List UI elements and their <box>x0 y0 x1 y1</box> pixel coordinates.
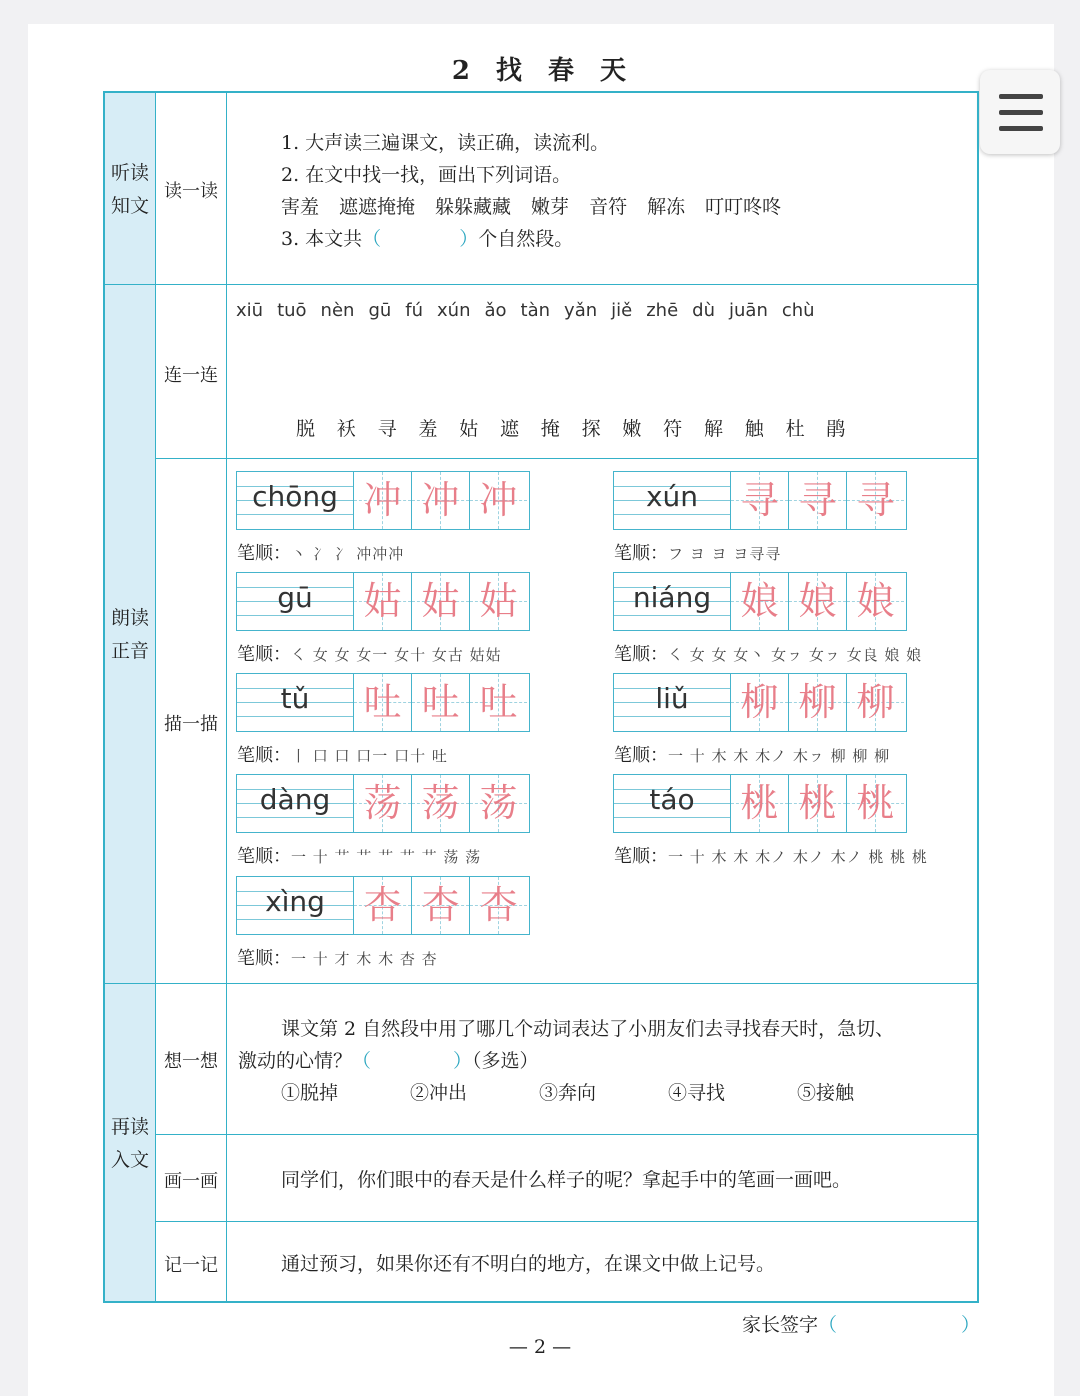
stroke-order: 笔顺：丨 口 口 口一 口十 吐 <box>237 745 448 766</box>
pinyin-label: táo <box>649 783 695 816</box>
word: 躲躲藏藏 <box>435 196 512 218</box>
trace-character: 桃 <box>740 781 779 825</box>
hanzi-item[interactable]: 姑 <box>459 418 479 440</box>
note-instruction: 通过预习，如果你还有不明白的地方，在课文中做上记号。 <box>281 1253 776 1275</box>
writing-grid <box>236 572 530 631</box>
section-label-reread: 再读 入文 <box>110 1116 149 1171</box>
draw-instruction: 同学们，你们眼中的春天是什么样子的呢？拿起手中的笔画一画吧。 <box>281 1169 852 1191</box>
trace-character: 姑 <box>479 579 518 623</box>
hanzi-row <box>296 414 867 441</box>
pinyin-item[interactable]: ǎo <box>484 300 507 321</box>
read-instruction-3: 3. 本文共（ ）个自然段。 <box>281 228 574 250</box>
tian-grid-cell[interactable] <box>469 573 527 630</box>
pinyin-item[interactable]: chù <box>781 300 815 321</box>
tian-grid-cell[interactable] <box>411 877 469 934</box>
word: 叮叮咚咚 <box>705 196 782 218</box>
stroke-order: 笔顺：丶 冫 冫 冲冲冲 <box>237 543 405 564</box>
trace-character: 寻 <box>798 478 837 522</box>
section-label-listen: 听读 知文 <box>110 162 149 217</box>
trace-character: 桃 <box>798 781 837 825</box>
page-title <box>0 50 1080 87</box>
stroke-order: 笔顺：㇛ 女 女 女丶 女ㇷ 女ㇷ 女良 娘 娘 <box>614 644 923 665</box>
pinyin-label: tǔ <box>280 682 310 715</box>
hanzi-item[interactable]: 触 <box>744 418 764 440</box>
pinyin-box <box>614 775 731 832</box>
tian-grid-cell[interactable] <box>353 472 411 529</box>
read-instruction-1: 1. 大声读三遍课文，读正确，读流利。 <box>281 132 610 154</box>
trace-character: 吐 <box>479 680 518 724</box>
hanzi-item[interactable]: 掩 <box>540 418 560 440</box>
sub-label-draw: 画一画 <box>164 1171 218 1192</box>
tian-grid-cell[interactable] <box>788 472 846 529</box>
section-label-read-aloud: 朗读 正音 <box>110 607 149 662</box>
word: 遮遮掩掩 <box>339 196 416 218</box>
hanzi-item[interactable]: 遮 <box>499 418 519 440</box>
title-char: 找 <box>496 56 525 86</box>
tian-grid-cell[interactable] <box>353 775 411 832</box>
pinyin-item[interactable]: jiě <box>611 300 633 321</box>
trace-character: 娘 <box>856 579 895 623</box>
tian-grid-cell[interactable] <box>846 674 904 731</box>
hanzi-item[interactable]: 寻 <box>377 418 397 440</box>
word: 解冻 <box>647 196 686 218</box>
menu-icon[interactable] <box>980 70 1060 154</box>
tian-grid-cell[interactable] <box>788 674 846 731</box>
pinyin-box <box>237 775 354 832</box>
tian-grid-cell[interactable] <box>846 573 904 630</box>
read-word-list <box>281 192 781 219</box>
trace-character: 荡 <box>421 781 460 825</box>
option[interactable]: ④寻找 <box>668 1082 726 1104</box>
pinyin-box <box>237 573 354 630</box>
hanzi-item[interactable]: 探 <box>581 418 601 440</box>
lesson-number: 2 <box>451 56 473 86</box>
tian-grid-cell[interactable] <box>353 573 411 630</box>
trace-character: 荡 <box>363 781 402 825</box>
sub-label-read: 读一读 <box>164 181 218 202</box>
sub-label-think: 想一想 <box>164 1051 218 1072</box>
stroke-order: 笔顺：フ ヨ ヨ ヨ寻寻 <box>614 543 782 564</box>
tian-grid-cell[interactable] <box>469 775 527 832</box>
trace-character: 杏 <box>479 883 518 927</box>
pinyin-label: xún <box>645 480 699 513</box>
pinyin-row <box>236 300 829 321</box>
pinyin-box <box>614 674 731 731</box>
trace-character: 吐 <box>363 680 402 724</box>
read-instruction-2: 2. 在文中找一找，画出下列词语。 <box>281 164 572 186</box>
writing-grid <box>613 572 907 631</box>
sub-label-connect: 连一连 <box>164 365 218 386</box>
hanzi-item[interactable]: 解 <box>703 418 723 440</box>
tian-grid-cell[interactable] <box>846 775 904 832</box>
pinyin-item[interactable]: xiū <box>236 300 264 321</box>
pinyin-item[interactable]: nèn <box>320 300 355 321</box>
pinyin-item[interactable]: xún <box>437 300 471 321</box>
writing-grid <box>236 673 530 732</box>
stroke-order: 笔顺：㇛ 女 女 女一 女十 女古 姑姑 <box>237 644 502 665</box>
stroke-order: 笔顺：一 十 木 木 木ノ 木ㇷ 柳 柳 柳 <box>614 745 891 766</box>
word: 嫩芽 <box>531 196 570 218</box>
hanzi-item[interactable]: 符 <box>663 418 683 440</box>
tian-grid-cell[interactable] <box>411 573 469 630</box>
parent-signature: 家长签字（ ） <box>742 1314 981 1336</box>
trace-character: 寻 <box>740 478 779 522</box>
tian-grid-cell[interactable] <box>730 674 788 731</box>
trace-character: 柳 <box>740 680 779 724</box>
trace-character: 柳 <box>798 680 837 724</box>
stroke-order: 笔顺：一 十 木 木 木ノ 木ノ 木ノ 桃 桃 桃 <box>614 846 928 867</box>
trace-character: 桃 <box>856 781 895 825</box>
writing-grid <box>236 774 530 833</box>
page-number: — 2 — <box>508 1336 572 1358</box>
stroke-order: 笔顺：一 十 艹 艹 艹 艹 艹 荡 荡 <box>237 846 482 867</box>
option[interactable]: ①脱掉 <box>281 1082 339 1104</box>
trace-character: 杏 <box>363 883 402 927</box>
think-question-line2: 激动的心情？（ ）（多选） <box>238 1050 539 1072</box>
pinyin-label: dàng <box>259 783 331 816</box>
pinyin-label: chōng <box>252 480 338 513</box>
word: 音符 <box>589 196 628 218</box>
writing-grid <box>613 471 907 530</box>
title-char: 春 <box>548 56 577 86</box>
pinyin-label: liǔ <box>655 682 689 715</box>
tian-grid-cell[interactable] <box>353 877 411 934</box>
writing-grid <box>236 876 530 935</box>
trace-character: 杏 <box>421 883 460 927</box>
writing-grid <box>236 471 530 530</box>
option[interactable]: ②冲出 <box>410 1082 468 1104</box>
trace-character: 冲 <box>479 478 518 522</box>
pinyin-item[interactable]: gū <box>368 300 392 321</box>
think-options <box>281 1078 854 1105</box>
writing-grid <box>613 673 907 732</box>
pinyin-item[interactable]: juān <box>729 300 768 321</box>
writing-grid <box>613 774 907 833</box>
stroke-order: 笔顺：一 十 才 木 木 杏 杏 <box>237 948 438 969</box>
trace-character: 荡 <box>479 781 518 825</box>
tian-grid-cell[interactable] <box>788 573 846 630</box>
hanzi-item[interactable]: 嫩 <box>622 418 642 440</box>
tian-grid-cell[interactable] <box>730 775 788 832</box>
pinyin-item[interactable]: yǎn <box>564 300 598 321</box>
tian-grid-cell[interactable] <box>846 472 904 529</box>
trace-character: 姑 <box>421 579 460 623</box>
pinyin-box <box>614 472 731 529</box>
pinyin-box <box>614 573 731 630</box>
hanzi-item[interactable]: 羞 <box>418 418 438 440</box>
trace-character: 吐 <box>421 680 460 724</box>
pinyin-box <box>237 674 354 731</box>
tian-grid-cell[interactable] <box>469 877 527 934</box>
trace-character: 娘 <box>798 579 837 623</box>
title-char: 天 <box>600 56 629 86</box>
pinyin-item[interactable]: tuō <box>277 300 307 321</box>
tian-grid-cell[interactable] <box>730 472 788 529</box>
pinyin-label: niáng <box>632 581 712 614</box>
sub-label-note: 记一记 <box>164 1255 218 1276</box>
trace-character: 冲 <box>421 478 460 522</box>
tian-grid-cell[interactable] <box>353 674 411 731</box>
think-question-line1: 课文第 2 自然段中用了哪几个动词表达了小朋友们去寻找春天时，急切、 <box>281 1018 895 1040</box>
trace-character: 娘 <box>740 579 779 623</box>
tian-grid-cell[interactable] <box>469 472 527 529</box>
pinyin-item[interactable]: dù <box>692 300 715 321</box>
hanzi-item[interactable]: 袄 <box>336 418 356 440</box>
trace-character: 柳 <box>856 680 895 724</box>
tian-grid-cell[interactable] <box>788 775 846 832</box>
tian-grid-cell[interactable] <box>730 573 788 630</box>
pinyin-box <box>237 472 354 529</box>
hanzi-item[interactable]: 鹃 <box>826 418 846 440</box>
pinyin-label: xìng <box>265 885 325 918</box>
hanzi-item[interactable]: 杜 <box>785 418 805 440</box>
tian-grid-cell[interactable] <box>411 775 469 832</box>
hanzi-item[interactable]: 脱 <box>296 418 316 440</box>
trace-character: 冲 <box>363 478 402 522</box>
trace-character: 姑 <box>363 579 402 623</box>
option[interactable]: ⑤接触 <box>797 1082 855 1104</box>
tian-grid-cell[interactable] <box>411 674 469 731</box>
tian-grid-cell[interactable] <box>469 674 527 731</box>
trace-character: 寻 <box>856 478 895 522</box>
pinyin-box <box>237 877 354 934</box>
option[interactable]: ③奔向 <box>539 1082 597 1104</box>
word: 害羞 <box>281 196 320 218</box>
pinyin-item[interactable]: zhē <box>646 300 679 321</box>
pinyin-item[interactable]: tàn <box>520 300 551 321</box>
pinyin-label: gū <box>277 581 313 614</box>
tian-grid-cell[interactable] <box>411 472 469 529</box>
pinyin-item[interactable]: fú <box>405 300 424 321</box>
sub-label-trace: 描一描 <box>164 714 218 735</box>
